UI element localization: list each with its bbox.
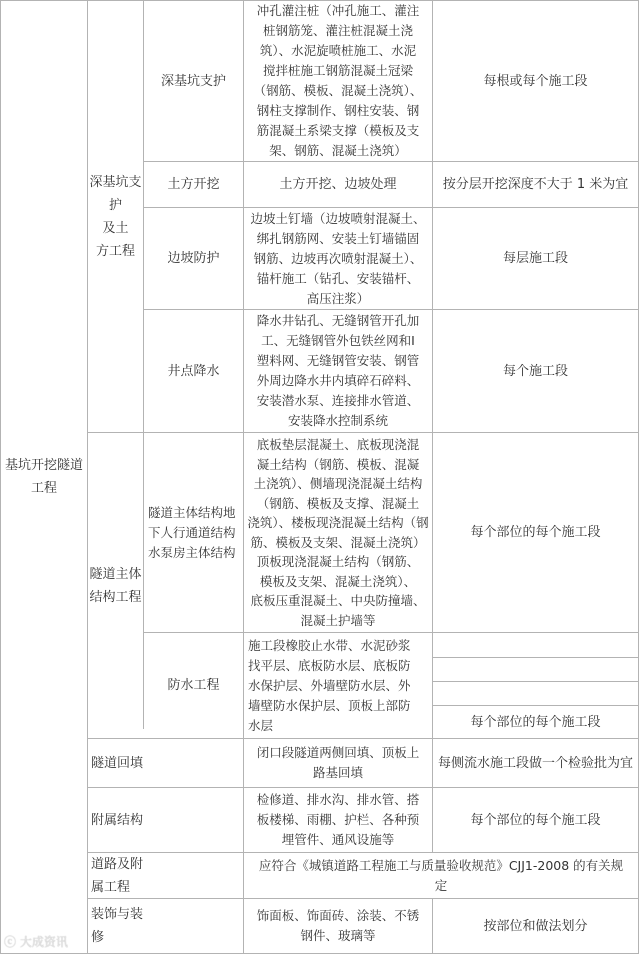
content-text: 土方开挖、边坡处理 (279, 177, 397, 192)
content-text: 闭口段隧道两侧回填、顶板上 路基回填 (256, 745, 420, 780)
watermark-text: 大成资讯 (19, 935, 68, 949)
division-text: 每个部位的每个施工段 (470, 525, 601, 540)
item-label: 边坡防护 (167, 251, 220, 266)
division-text: 按部位和做法划分 (483, 918, 588, 934)
content-cell-tunnel-backfill (244, 739, 432, 787)
item-cell-slope (144, 208, 243, 309)
content-text: 边坡土钉墙（边坡喷射混凝土、 绑扎钢筋网、安装土钉墙锚固 钢筋、边坡再次喷射混凝土）、 锚杆施工（钻孔、安装锚杆、 高压注浆） (250, 210, 426, 306)
watermark-logo-icon: ⓒ (4, 935, 20, 949)
grid-line (432, 657, 639, 658)
division-text: 按分层开挖深度不大于 1 米为宜 (442, 177, 629, 192)
category-label: 基坑开挖隧道 工程 (4, 458, 83, 496)
subcategory-cell-deep-pit (88, 1, 143, 432)
content-cell-tunnel-structure (244, 433, 432, 632)
content-cell-waterproof (244, 633, 432, 738)
division-cell-tunnel-structure (433, 433, 638, 632)
content-text: 检修道、排水沟、排水管、搭 板楼梯、雨棚、护栏、各种预 埋管件、通风设施等 (256, 792, 420, 847)
grid-line (432, 681, 639, 682)
division-text: 每侧流水施工段做一个检验批为宜 (437, 755, 633, 771)
division-cell-tunnel-backfill (433, 739, 638, 787)
content-text: 冲孔灌注桩（冲孔施工、灌注 桩钢筋笼、灌注桩混凝土浇 筑）、水泥旋喷桩施工、水泥 搅拌桩施工钢筋混凝土冠梁 （钢筋、模板、混凝土浇筑）、 钢柱支撑制作、钢柱安装、钢 筋混凝土系梁支撑（模板及支 架、钢筋、混凝土浇筑） (253, 3, 423, 158)
division-cell-deep-support (433, 1, 638, 161)
item-cell-well-dewater (144, 310, 243, 432)
grid-line (638, 0, 639, 954)
content-cell-deep-support (244, 1, 432, 161)
subcategory-label: 隧道回填 (91, 755, 144, 771)
item-label: 井点降水 (167, 363, 220, 379)
subcategory-label: 附属结构 (91, 812, 144, 828)
division-text: 每层施工段 (502, 251, 568, 266)
division-text: 每个施工段 (502, 363, 568, 379)
item-cell-earthwork (144, 162, 243, 207)
item-cell-tunnel-structure (144, 433, 243, 632)
content-text: 底板垫层混凝土、底板现浇混 凝土结构（钢筋、模板、混凝 土浇筑）、侧墙现浇混凝土结构 （钢筋、模板及支撑、混凝土 浇筑）、楼板现浇混凝土结构（钢 筋、模板及支架、混凝土浇筑） 顶板现浇混凝土结构（钢筋、 模板及支架、混凝土浇筑）、 底板压重混凝土、中央防撞墙、 混凝土护墙等 (247, 437, 429, 628)
item-label: 隧道主体结构地 下人行通道结构 水泵房主体结构 (148, 504, 236, 560)
content-text: 饰面板、饰面砖、涂装、不锈 钢件、玻璃等 (256, 908, 420, 943)
content-cell-earthwork (244, 162, 432, 207)
content-cell-well-dewater (244, 310, 432, 432)
subcategory-cell-auxiliary (88, 788, 243, 852)
subcategory-label: 深基坑支 护 及土 方工程 (89, 174, 142, 259)
item-cell-waterproof (144, 633, 243, 738)
division-text: 每个部位的每个施工段 (470, 812, 601, 828)
division-cell-earthwork (433, 162, 638, 207)
content-text: 降水井钻孔、无缝钢管开孔加 工、无缝钢管外包铁丝网和I 塑料网、无缝钢管安装、钢管 外周边降水井内填碎石碎料、 安装潜水泵、连接排水管道、 安装降水控制系统 (256, 313, 420, 428)
division-cell-well-dewater (433, 310, 638, 432)
division-cell-decoration (433, 899, 638, 953)
division-text: 每个部位的每个施工段 (470, 714, 601, 730)
subcategory-label: 道路及附 属工程 (91, 856, 144, 895)
division-cell-slope (433, 208, 638, 309)
subcategory-label: 装饰与装 修 (91, 907, 144, 945)
subcategory-cell-tunnel-backfill (88, 739, 243, 787)
division-text: 每根或每个施工段 (483, 73, 588, 89)
category-cell-pit-tunnel (1, 1, 87, 953)
division-cell-waterproof (433, 706, 638, 738)
content-cell-decoration (244, 899, 432, 953)
subcategory-cell-road (88, 853, 243, 898)
subcategory-cell-tunnel-main (88, 433, 143, 738)
content-text: 应符合《城镇道路工程施工与质量验收规范》CJJ1-2008 的有关规 定 (258, 857, 624, 893)
content-text: 施工段橡胶止水带、水泥砂浆 找平层、底板防水层、底板防 水保护层、外墙壁防水层、外 墙壁防水保护层、顶板上部防 水层 (248, 637, 411, 733)
item-label: 深基坑支护 (160, 73, 226, 89)
content-cell-road (244, 853, 638, 898)
content-cell-auxiliary (244, 788, 432, 852)
item-label: 防水工程 (167, 678, 220, 693)
subcategory-cell-decoration (88, 899, 243, 953)
item-label: 土方开挖 (167, 177, 220, 192)
content-cell-slope (244, 208, 432, 309)
division-cell-auxiliary (433, 788, 638, 852)
watermark (4, 933, 68, 950)
item-cell-deep-support (144, 1, 243, 161)
subcategory-label: 隧道主体 结构工程 (89, 566, 142, 605)
